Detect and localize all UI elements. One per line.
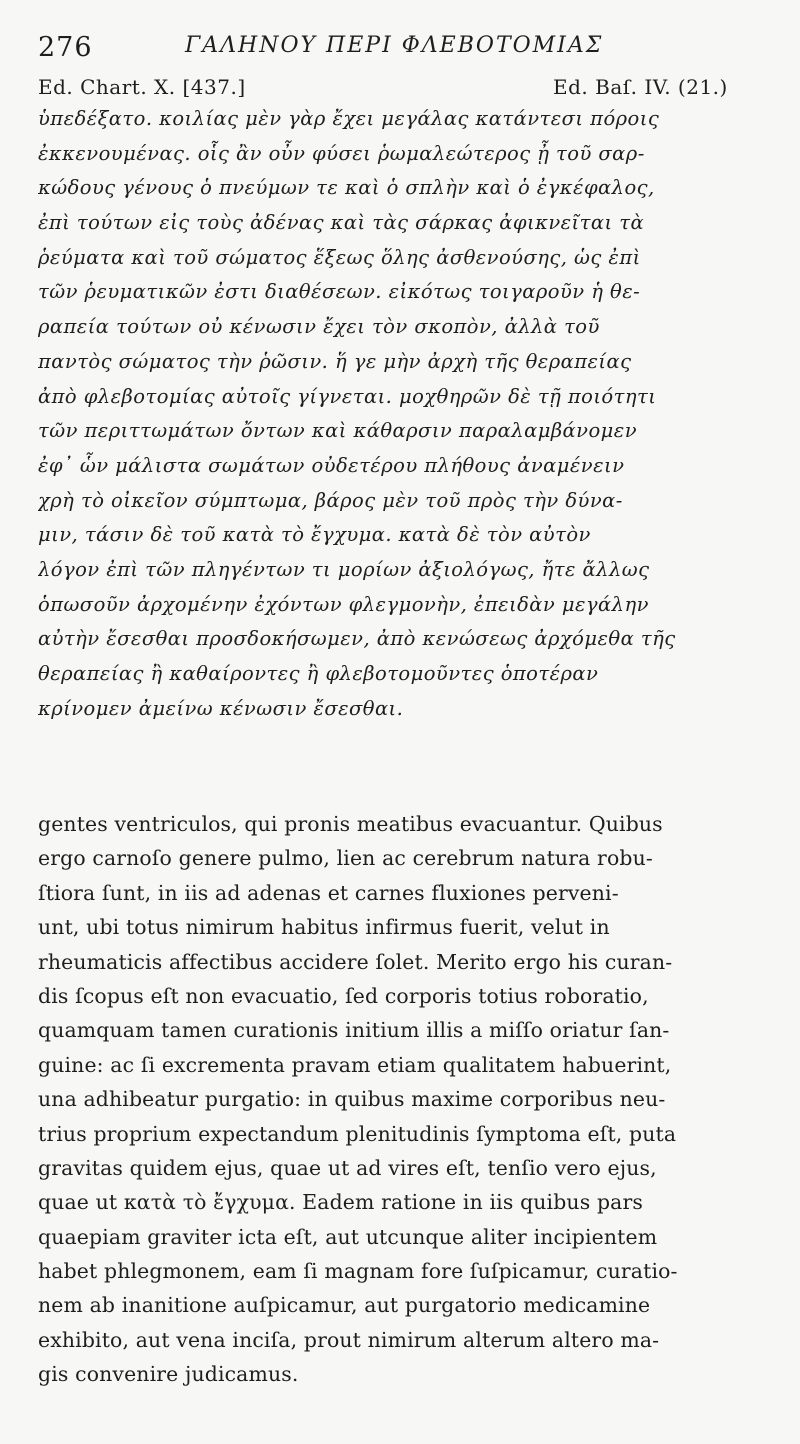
latin-text-block bbox=[38, 807, 768, 1392]
latin-text-line: unt, ubi totus nimirum habitus infirmus fuerit, velut in bbox=[38, 915, 610, 940]
latin-text-line: ergo carnoſo genere pulmo, lien ac cerebrum natura robu- bbox=[38, 846, 653, 871]
greek-text-line: τῶν ῥευματικῶν ἐστι διαθέσεων. εἰκότως τοιγαροῦν ἡ θε- bbox=[38, 280, 641, 304]
latin-text-line: guine: ac ſi excrementa pravam etiam qualitatem habuerint, bbox=[38, 1052, 672, 1077]
greek-text-line: ἐφ᾽ ὧν μάλιστα σωμάτων οὐδετέρου πλήθους ἀναμένειν bbox=[38, 453, 625, 477]
greek-text-line: παντὸς σώματος τὴν ῥῶσιν. ἥ γε μὴν ἀρχὴ τῆς θεραπείας bbox=[38, 349, 632, 373]
greek-text-line: χρὴ τὸ οἰκεῖον σύμπτωμα, βάρος μὲν τοῦ πρὸς τὴν δύνα- bbox=[38, 488, 623, 512]
greek-text-line: ῥεύματα καὶ τοῦ σώματος ἕξεως ὅλης ἀσθενούσης, ὡς ἐπὶ bbox=[38, 245, 641, 269]
greek-text-block bbox=[38, 102, 766, 726]
greek-text-line: λόγον ἐπὶ τῶν πληγέντων τι μορίων ἀξιολόγως, ἤτε ἄλλως bbox=[38, 557, 650, 581]
latin-text-line: quae ut κατὰ τὸ ἔγχυμα. Eadem ratione in iis quibus pars bbox=[38, 1190, 643, 1215]
greek-text-line: ἐπὶ τούτων εἰς τοὺς ἀδένας καὶ τὰς σάρκας ἀφικνεῖται τὰ bbox=[38, 211, 645, 235]
latin-text-line: exhibito, aut vena inciſa, prout nimirum alterum altero ma- bbox=[38, 1327, 660, 1352]
latin-text-line: rheumaticis affectibus accidere ſolet. Merito ergo his curan- bbox=[38, 949, 673, 974]
latin-text-line: habet phlegmonem, eam ſi magnam fore ſuſpicamur, curatio- bbox=[38, 1259, 678, 1284]
greek-text-line: ἀπὸ φλεβοτομίας αὐτοῖς γίγνεται. μοχθηρῶν δὲ τῇ ποιότητι bbox=[38, 384, 657, 408]
greek-text-line: θεραπείας ἢ καθαίροντες ἢ φλεβοτομοῦντες ὁποτέραν bbox=[38, 662, 599, 685]
latin-text-line: dis ſcopus eſt non evacuatio, ſed corporis totius roboratio, bbox=[38, 983, 649, 1008]
latin-text-line: nem ab inanitione auſpicamur, aut purgatorio medicamine bbox=[38, 1293, 651, 1318]
running-title: ΓΑΛΗΝΟΥ ΠΕΡΙ ΦΛΕΒΟΤΟΜΙΑΣ bbox=[185, 33, 604, 58]
latin-text-line: ſtiora ſunt, in iis ad adenas et carnes fluxiones perveni- bbox=[38, 880, 619, 905]
latin-text-line: trius proprium expectandum plenitudinis ſymptoma eſt, puta bbox=[38, 1121, 677, 1146]
latin-text-line: gis convenire judicamus. bbox=[38, 1362, 299, 1387]
latin-text-line: quamquam tamen curationis initium illis a miſſo oriatur ſan- bbox=[38, 1018, 670, 1043]
greek-text-line: ραπεία τούτων οὐ κένωσιν ἔχει τὸν σκοπὸν, ἀλλὰ τοῦ bbox=[38, 315, 600, 339]
latin-text-line: una adhibeatur purgatio: in quibus maxime corporibus neu- bbox=[38, 1087, 666, 1112]
greek-text-line: μιν, τάσιν δὲ τοῦ κατὰ τὸ ἔγχυμα. κατὰ δὲ τὸν αὐτὸν bbox=[38, 523, 591, 547]
latin-text-line: quaepiam graviter icta eſt, aut utcunque aliter incipientem bbox=[38, 1224, 658, 1249]
page-number: 276 bbox=[38, 32, 93, 63]
latin-text-line: gravitas quidem ejus, quae ut ad vires eſt, tenſio vero ejus, bbox=[38, 1155, 657, 1180]
greek-text-line: κώδους γένους ὁ πνεύμων τε καὶ ὁ σπλὴν καὶ ὁ ἐγκέφαλος, bbox=[38, 176, 655, 200]
latin-text-line: gentes ventriculos, qui pronis meatibus evacuantur. Quibus bbox=[38, 812, 663, 836]
greek-text-line: τῶν περιττωμάτων ὄντων καὶ κάθαρσιν παραλαμβάνομεν bbox=[38, 419, 638, 443]
greek-text-line: ὁπωσοῦν ἀρχομένην ἐχόντων φλεγμονὴν, ἐπειδὰν μεγάλην bbox=[38, 592, 649, 616]
greek-text-line: κρίνομεν ἀμείνω κένωσιν ἔσεσθαι. bbox=[38, 696, 404, 720]
edition-reference-right: Ed. Baſ. IV. (21.) bbox=[553, 75, 728, 99]
edition-reference-left: Ed. Chart. X. [437.] bbox=[38, 75, 246, 99]
greek-text-line: ὑπεδέξατο. κοιλίας μὲν γὰρ ἔχει μεγάλας κατάντεσι πόροις bbox=[38, 107, 660, 130]
greek-text-line: ἐκκενουμένας. οἷς ἂν οὖν φύσει ῥωμαλεώτερος ᾖ τοῦ σαρ- bbox=[38, 141, 645, 165]
greek-text-line: αὐτὴν ἔσεσθαι προσδοκήσωμεν, ἀπὸ κενώσεως ἀρχόμεθα τῆς bbox=[38, 627, 676, 651]
